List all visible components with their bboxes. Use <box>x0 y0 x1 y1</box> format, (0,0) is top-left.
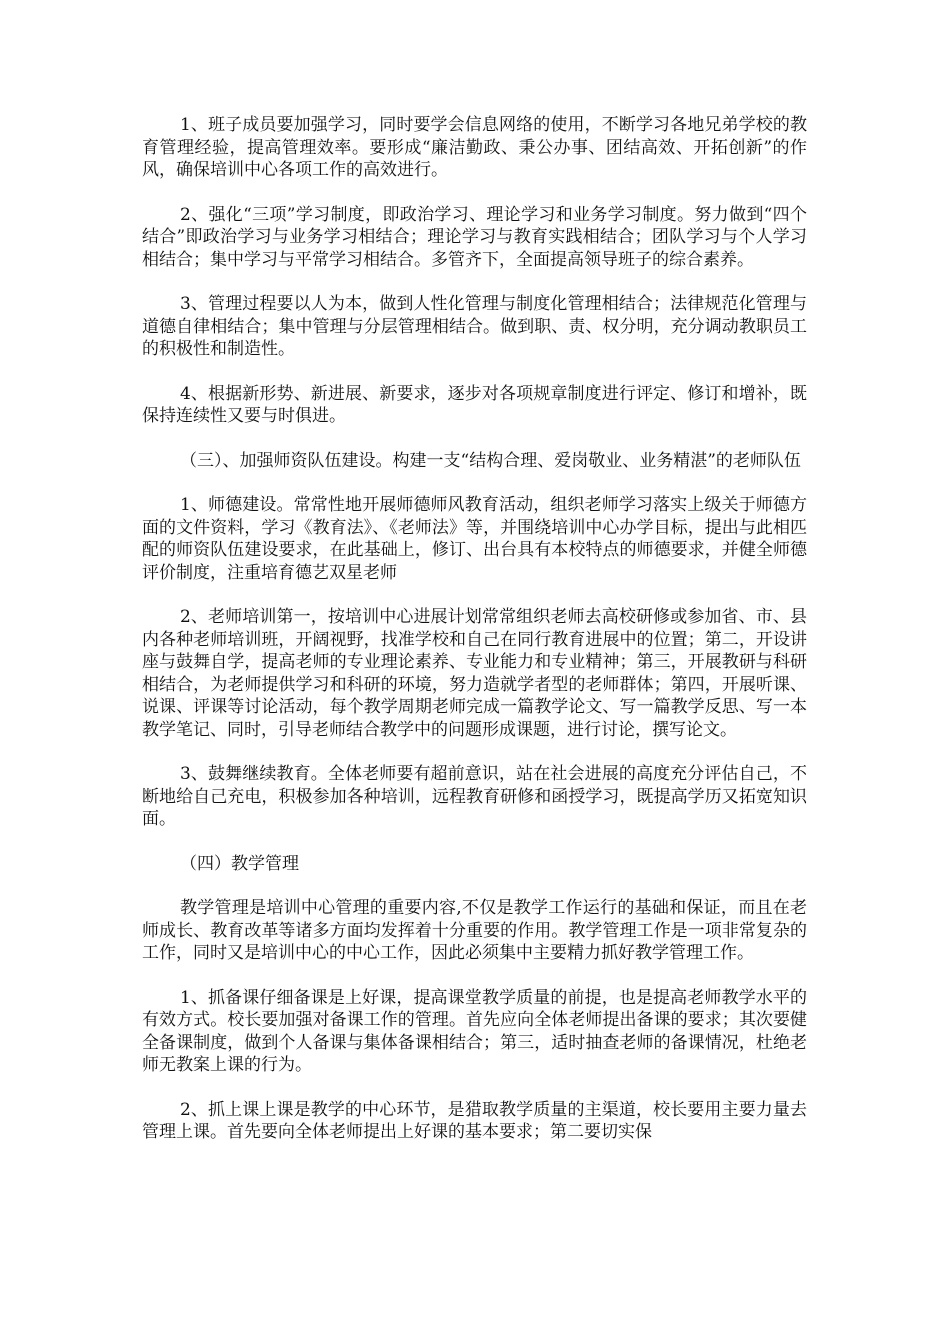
paragraph-lesson-prep: 1、抓备课仔细备课是上好课，提高课堂教学质量的前提，也是提高老师教学水平的有效方式。校长要加强对备课工作的管理。首先应向全体老师提出备课的要求；其次要健全备课制度，做到个人备课与集体备课相结合；第三，适时抽查老师的备课情况，杜绝老师无教案上课的行为。 <box>142 987 807 1075</box>
document-body <box>142 114 807 1166</box>
paragraph-1: 1、班子成员要加强学习，同时要学会信息网络的使用，不断学习各地兄弟学校的教育管理经验，提高管理效率。要形成“廉洁勤政、秉公办事、团结高效、开拓创新”的作风，确保培训中心各项工作的高效进行。 <box>142 115 807 180</box>
paragraph-classes: 2、抓上课上课是教学的中心环节，是猎取教学质量的主渠道，校长要用主要力量去管理上课。首先要向全体老师提出上好课的基本要求；第二要切实保 <box>142 1099 807 1142</box>
paragraph-2: 2、强化“三项”学习制度，即政治学习、理论学习和业务学习制度。努力做到“四个结合”即政治学习与业务学习相结合；理论学习与教育实践相结合；团队学习与个人学习相结合；集中学习与平常学习相结合。多管齐下，全面提高领导班子的综合素养。 <box>142 204 807 270</box>
paragraph-teacher-ethics: 1、师德建设。常常性地开展师德师风教育活动，组织老师学习落实上级关于师德方面的文件资料，学习《教育法》、《老师法》等，并围绕培训中心办学目标，提出与此相匹配的师资队伍建设要求，在此基础上，修订、出台具有本校特点的师德要求，并健全师德评价制度，注重培育德艺双星老师 <box>142 495 807 583</box>
section-heading-4: （四）教学管理 <box>180 853 299 874</box>
paragraph-4: 4、根据新形势、新进展、新要求，逐步对各项规章制度进行评定、修订和增补，既保持连续性又要与时俱进。 <box>142 383 807 426</box>
paragraph-continuing-education: 3、鼓舞继续教育。全体老师要有超前意识，站在社会进展的高度充分评估自己，不断地给自己充电，积极参加各种培训，远程教育研修和函授学习，既提高学历又拓宽知识面。 <box>142 764 807 829</box>
section-heading-3: （三）、加强师资队伍建设。构建一支“结构合理、爱岗敬业、业务精湛”的老师队伍 <box>180 450 801 471</box>
paragraph-teacher-training: 2、老师培训第一，按培训中心进展计划常常组织老师去高校研修或参加省、市、县内各种老师培训班，开阔视野，找准学校和自己在同行教育进展中的位置；第二，开设讲座与鼓舞自学，提高老师的专业理论素养、专业能力和专业精神；第三，开展教研与科研相结合，为老师提供学习和科研的环境，努力造就学者型的老师群体；第四，开展听课、说课、评课等讨论活动，每个教学周期老师完成一篇教学论文、写一篇教学反思、写一本教学笔记、同时，引导老师结合教学中的问题形成课题，进行讨论，撰写论文。 <box>142 607 807 740</box>
paragraph-teaching-management: 教学管理是培训中心管理的重要内容,不仅是教学工作运行的基础和保证，而且在老师成长、教育改革等诸多方面均发挥着十分重要的作用。教学管理工作是一项非常复杂的工作，同时又是培训中心的中心工作，因此必须集中主要精力抓好教学管理工作。 <box>142 898 807 963</box>
paragraph-3: 3、管理过程要以人为本，做到人性化管理与制度化管理相结合；法律规范化管理与道德自律相结合；集中管理与分层管理相结合。做到职、责、权分明，充分调动教职员工的积极性和制造性。 <box>142 294 807 359</box>
